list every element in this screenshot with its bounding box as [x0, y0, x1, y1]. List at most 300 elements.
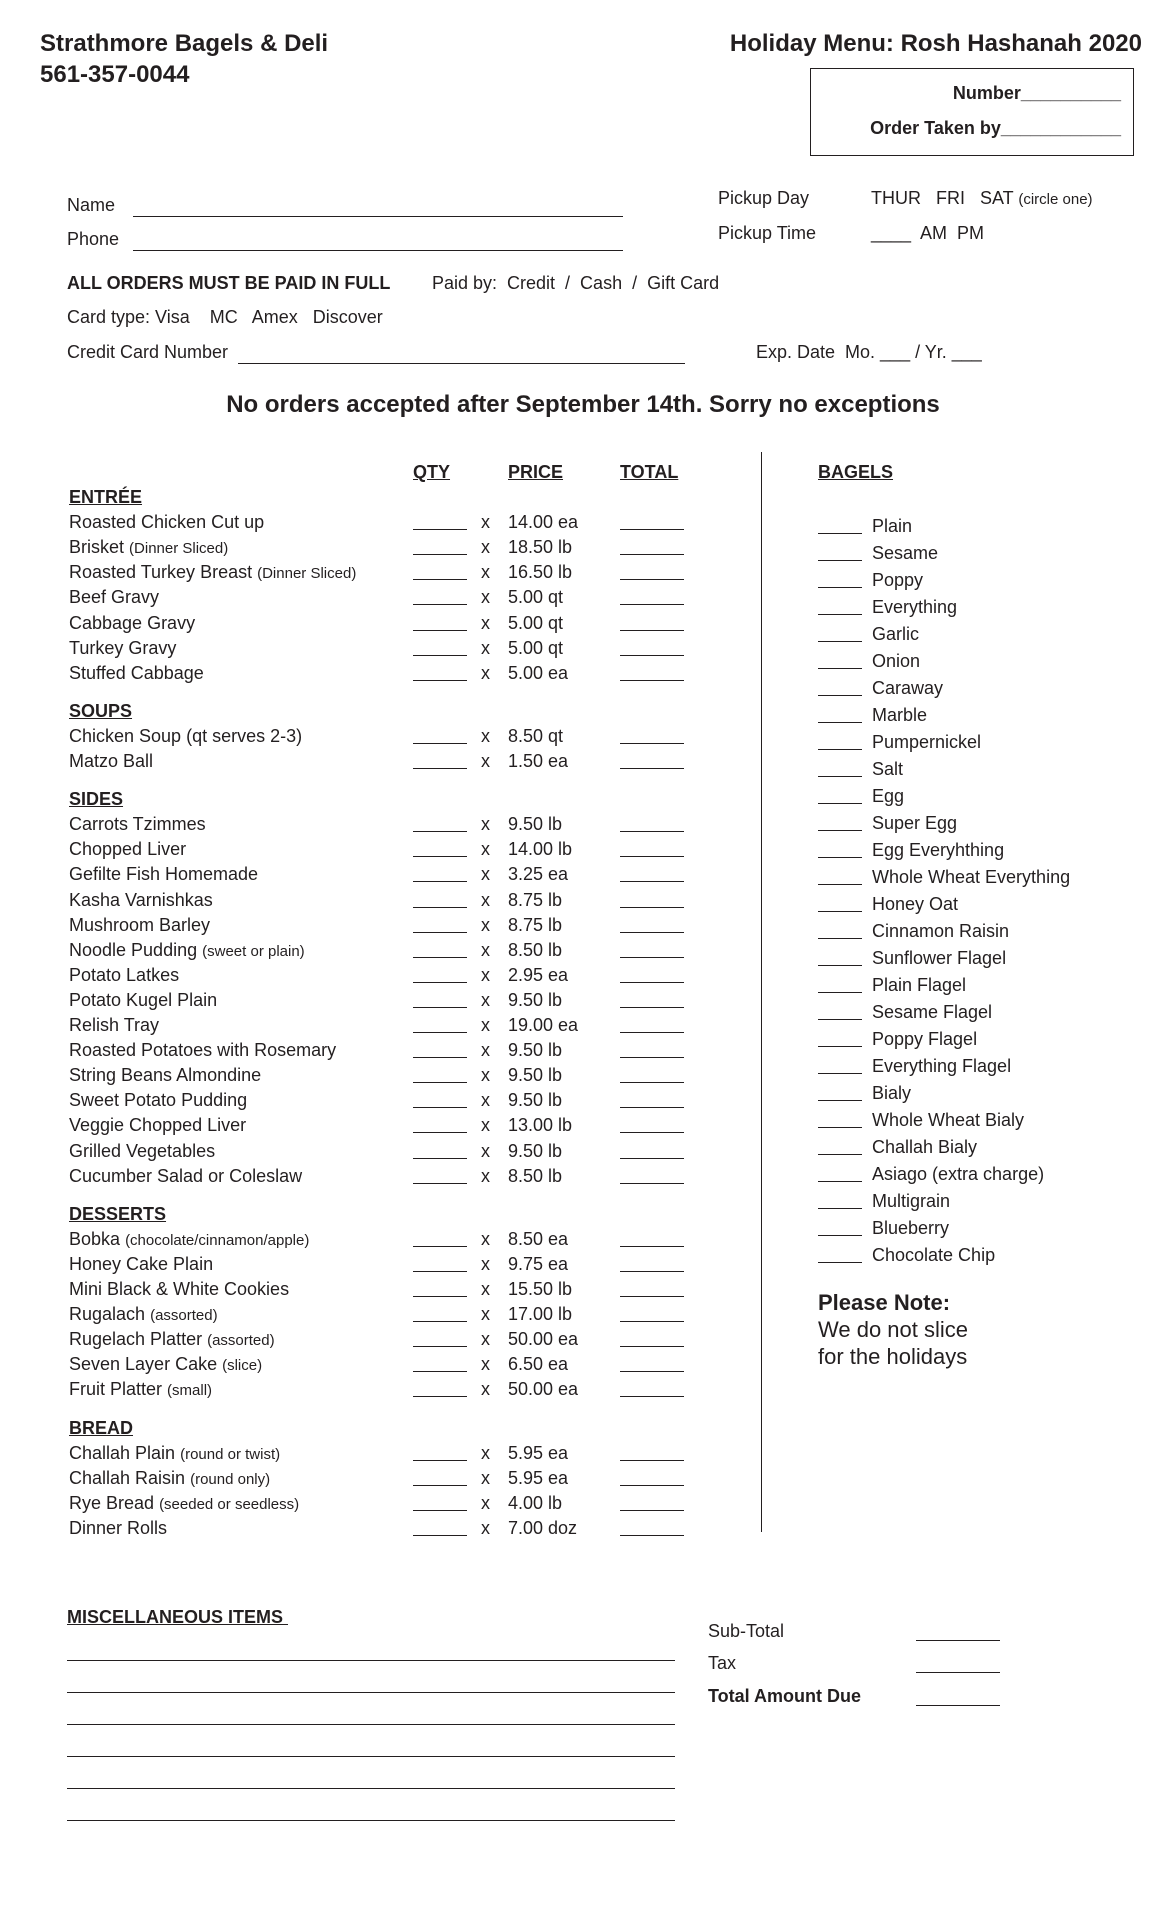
bagel-name: Asiago (extra charge): [872, 1164, 1045, 1184]
bagel-qty-field[interactable]: [818, 992, 862, 993]
times-sign: x: [481, 890, 490, 910]
item-name: [69, 965, 179, 986]
times-sign: x: [481, 613, 490, 633]
qty-field[interactable]: [413, 881, 467, 882]
total-field[interactable]: [620, 907, 684, 908]
item-name: [69, 1166, 302, 1187]
item-label: Grilled Vegetables: [69, 1141, 216, 1161]
item-label: Challah Plain: [69, 1443, 176, 1463]
bagel-qty-field[interactable]: [818, 1127, 862, 1128]
item-name: [69, 1090, 247, 1111]
bagel-item: [818, 894, 1148, 918]
bagel-name: Garlic: [872, 624, 920, 644]
times-sign: x: [481, 726, 490, 746]
menu-item-row: [0, 613, 720, 637]
qty-field[interactable]: [413, 1158, 467, 1159]
item-price: 14.00 lb: [508, 839, 573, 859]
item-label: Chicken Soup (qt serves 2-3): [69, 726, 303, 746]
times-sign: x: [481, 1379, 490, 1399]
store-phone: 561-357-0044: [40, 61, 190, 88]
times-sign: x: [481, 1329, 490, 1349]
qty-field[interactable]: [413, 604, 467, 605]
paid-in-full-notice: ALL ORDERS MUST BE PAID IN FULL: [67, 273, 391, 293]
bagel-item: [818, 732, 1148, 756]
item-label: Matzo Ball: [69, 751, 154, 771]
qty-field[interactable]: [413, 1510, 467, 1511]
item-price: 5.95 ea: [508, 1443, 569, 1463]
bagel-qty-field[interactable]: [818, 587, 862, 588]
qty-field[interactable]: [413, 932, 467, 933]
item-price: 5.00 qt: [508, 587, 564, 607]
item-price: 14.00 ea: [508, 512, 579, 532]
misc-line[interactable]: [67, 1692, 675, 1693]
menu-item-row: [0, 1065, 720, 1089]
pickup-time-label: Pickup Time: [718, 223, 817, 243]
qty-field[interactable]: [413, 1032, 467, 1033]
item-label: String Beans Almondine: [69, 1065, 262, 1085]
subtotal-field[interactable]: [916, 1640, 1000, 1641]
item-name: [69, 1468, 270, 1489]
total-field[interactable]: [620, 529, 684, 530]
item-price: 9.50 lb: [508, 1065, 563, 1085]
bagel-name: Poppy Flagel: [872, 1029, 978, 1049]
qty-field[interactable]: [413, 856, 467, 857]
item-price: 50.00 ea: [508, 1379, 579, 1399]
item-label: Cabbage Gravy: [69, 613, 196, 633]
menu-item-row: [0, 663, 720, 687]
item-label: Brisket: [69, 537, 125, 557]
item-label: Rye Bread: [69, 1493, 155, 1513]
section-title: BREAD: [69, 1417, 134, 1438]
qty-field[interactable]: [413, 579, 467, 580]
bagel-qty-field[interactable]: [818, 668, 862, 669]
bagel-name: Poppy: [872, 570, 924, 590]
item-note: (seeded or seedless): [159, 1496, 300, 1513]
bagel-name: Blueberry: [872, 1218, 950, 1238]
bagel-name: Pumpernickel: [872, 732, 982, 752]
total-field[interactable]: [620, 1485, 684, 1486]
times-sign: x: [481, 940, 490, 960]
bagel-name: Bialy: [872, 1083, 912, 1103]
qty-field[interactable]: [413, 1485, 467, 1486]
tax-field[interactable]: [916, 1672, 1000, 1673]
qty-column-header: QTY: [413, 462, 451, 482]
bagel-item: [818, 1191, 1148, 1215]
total-field[interactable]: [620, 630, 684, 631]
qty-field[interactable]: [413, 1535, 467, 1536]
qty-field[interactable]: [413, 907, 467, 908]
menu-item-row: [0, 1254, 720, 1278]
qty-field[interactable]: [413, 554, 467, 555]
card-number-field[interactable]: [238, 345, 685, 364]
item-label: Rugelach Platter: [69, 1329, 203, 1349]
menu-item-row: [0, 814, 720, 838]
bagel-qty-field[interactable]: [818, 938, 862, 939]
total-field[interactable]: [620, 604, 684, 605]
qty-field[interactable]: [413, 1132, 467, 1133]
pickup-days[interactable]: THUR FRI SAT: [871, 188, 1014, 208]
times-sign: x: [481, 965, 490, 985]
misc-line[interactable]: [67, 1724, 675, 1725]
bagel-name: Caraway: [872, 678, 944, 698]
qty-field[interactable]: [413, 1183, 467, 1184]
item-label: Seven Layer Cake: [69, 1354, 218, 1374]
total-field[interactable]: [620, 881, 684, 882]
item-note: (round only): [190, 1471, 271, 1488]
menu-item-row: [0, 751, 720, 775]
item-label: Relish Tray: [69, 1015, 160, 1035]
bagel-name: Whole Wheat Bialy: [872, 1110, 1025, 1130]
menu-item-row: [0, 1354, 720, 1378]
item-label: Kasha Varnishkas: [69, 890, 213, 910]
times-sign: x: [481, 751, 490, 771]
item-name: [69, 1329, 275, 1350]
phone-field[interactable]: [133, 232, 623, 251]
total-field[interactable]: [620, 1158, 684, 1159]
item-label: Stuffed Cabbage: [69, 663, 204, 683]
item-label: Noodle Pudding: [69, 940, 198, 960]
item-price: 8.75 lb: [508, 890, 563, 910]
qty-field[interactable]: [413, 1346, 467, 1347]
qty-field[interactable]: [413, 743, 467, 744]
times-sign: x: [481, 1115, 490, 1135]
item-label: Gefilte Fish Homemade: [69, 864, 259, 884]
bagel-qty-field[interactable]: [818, 722, 862, 723]
misc-line[interactable]: [67, 1820, 675, 1821]
menu-item-row: [0, 890, 720, 914]
times-sign: x: [481, 1090, 490, 1110]
item-name: [69, 587, 159, 608]
menu-item-row: [0, 864, 720, 888]
item-name: [69, 726, 302, 747]
bagel-qty-field[interactable]: [818, 1019, 862, 1020]
item-label: Chopped Liver: [69, 839, 187, 859]
menu-item-row: [0, 1090, 720, 1114]
item-price: 8.50 lb: [508, 1166, 563, 1186]
times-sign: x: [481, 990, 490, 1010]
item-label: Beef Gravy: [69, 587, 160, 607]
item-price: 9.50 lb: [508, 1040, 563, 1060]
total-field[interactable]: [620, 743, 684, 744]
qty-field[interactable]: [413, 529, 467, 530]
price-column-header: PRICE: [508, 462, 564, 482]
item-price: 2.95 ea: [508, 965, 569, 985]
item-price: 8.50 lb: [508, 940, 563, 960]
qty-field[interactable]: [413, 1321, 467, 1322]
bagel-item: [818, 813, 1148, 837]
bagel-qty-field[interactable]: [818, 560, 862, 561]
qty-field[interactable]: [413, 1246, 467, 1247]
qty-field[interactable]: [413, 1271, 467, 1272]
bagel-qty-field[interactable]: [818, 533, 862, 534]
total-field[interactable]: [620, 1510, 684, 1511]
total-field[interactable]: [620, 1007, 684, 1008]
total-field[interactable]: [620, 1296, 684, 1297]
bagel-item: [818, 1164, 1148, 1188]
bagel-qty-field[interactable]: [818, 749, 862, 750]
item-label: Bobka: [69, 1229, 121, 1249]
menu-item-row: [0, 1518, 720, 1542]
menu-item-row: [0, 726, 720, 750]
item-price: 16.50 lb: [508, 562, 573, 582]
total-field[interactable]: [620, 1183, 684, 1184]
menu-item-row: [0, 512, 720, 536]
item-price: 13.00 lb: [508, 1115, 573, 1135]
menu-item-row: [0, 1329, 720, 1353]
bagel-qty-field[interactable]: [818, 614, 862, 615]
bagel-name: Multigrain: [872, 1191, 951, 1211]
bagel-name: Honey Oat: [872, 894, 959, 914]
bagel-name: Egg: [872, 786, 905, 806]
item-price: 5.95 ea: [508, 1468, 569, 1488]
total-field[interactable]: [620, 1082, 684, 1083]
item-price: 7.00 doz: [508, 1518, 578, 1538]
bagel-item: [818, 975, 1148, 999]
times-sign: x: [481, 512, 490, 532]
item-name: [69, 1379, 212, 1400]
bagel-item: [818, 570, 1148, 594]
bagel-item: [818, 678, 1148, 702]
bagel-item: [818, 516, 1148, 540]
total-field[interactable]: [620, 768, 684, 769]
bagel-qty-field[interactable]: [818, 1208, 862, 1209]
misc-line[interactable]: [67, 1660, 675, 1661]
name-field[interactable]: [133, 198, 623, 217]
item-price: 8.50 ea: [508, 1229, 569, 1249]
times-sign: x: [481, 1493, 490, 1513]
total-field[interactable]: [620, 1107, 684, 1108]
item-price: 50.00 ea: [508, 1329, 579, 1349]
bagel-qty-field[interactable]: [818, 965, 862, 966]
total-field[interactable]: [620, 579, 684, 580]
total-field[interactable]: [620, 1371, 684, 1372]
paid-by-options[interactable]: Paid by: Credit / Cash / Gift Card: [432, 273, 720, 293]
deadline-notice: No orders accepted after September 14th. Sorry no exceptions: [226, 391, 940, 418]
times-sign: x: [481, 1015, 490, 1035]
bagel-item: [818, 867, 1148, 891]
total-field[interactable]: [620, 655, 684, 656]
total-field[interactable]: [620, 1460, 684, 1461]
menu-item-row: [0, 839, 720, 863]
total-field[interactable]: [620, 1246, 684, 1247]
total-field[interactable]: [620, 1396, 684, 1397]
total-field[interactable]: [620, 982, 684, 983]
item-label: Carrots Tzimmes: [69, 814, 206, 834]
item-name: [69, 562, 356, 583]
item-name: [69, 1115, 246, 1136]
total-due-field[interactable]: [916, 1705, 1000, 1706]
order-taken-by-field[interactable]: Order Taken by____________: [870, 118, 1121, 138]
menu-item-row: [0, 1229, 720, 1253]
item-note: (slice): [222, 1357, 263, 1374]
total-field[interactable]: [620, 831, 684, 832]
menu-item-row: [0, 638, 720, 662]
menu-item-row: [0, 1015, 720, 1039]
bagel-qty-field[interactable]: [818, 695, 862, 696]
total-field[interactable]: [620, 1321, 684, 1322]
item-name: [69, 915, 210, 936]
total-field[interactable]: [620, 957, 684, 958]
times-sign: x: [481, 864, 490, 884]
qty-field[interactable]: [413, 831, 467, 832]
bagel-name: Cinnamon Raisin: [872, 921, 1010, 941]
bagel-qty-field[interactable]: [818, 1181, 862, 1182]
bagel-qty-field[interactable]: [818, 911, 862, 912]
item-name: [69, 1229, 309, 1250]
total-field[interactable]: [620, 1535, 684, 1536]
total-field[interactable]: [620, 680, 684, 681]
qty-field[interactable]: [413, 1371, 467, 1372]
item-label: Roasted Potatoes with Rosemary: [69, 1040, 337, 1060]
total-field[interactable]: [620, 1132, 684, 1133]
bagel-qty-field[interactable]: [818, 1235, 862, 1236]
bagel-qty-field[interactable]: [818, 803, 862, 804]
bagel-item: [818, 1002, 1148, 1026]
bagel-item: [818, 948, 1148, 972]
times-sign: x: [481, 1468, 490, 1488]
bagel-name: Sunflower Flagel: [872, 948, 1007, 968]
times-sign: x: [481, 562, 490, 582]
qty-field[interactable]: [413, 680, 467, 681]
bagel-item: [818, 624, 1148, 648]
item-price: 9.75 ea: [508, 1254, 569, 1274]
item-note: (round or twist): [180, 1446, 281, 1463]
menu-item-row: [0, 915, 720, 939]
bagel-name: Salt: [872, 759, 904, 779]
bagel-qty-field[interactable]: [818, 857, 862, 858]
bagel-qty-field[interactable]: [818, 1262, 862, 1263]
qty-field[interactable]: [413, 630, 467, 631]
menu-item-row: [0, 1115, 720, 1139]
bagel-qty-field[interactable]: [818, 1073, 862, 1074]
item-price: 9.50 lb: [508, 990, 563, 1010]
pickup-time-options[interactable]: ____ AM PM: [871, 223, 985, 243]
card-type-options[interactable]: Card type: Visa MC Amex Discover: [67, 307, 383, 327]
item-label: Fruit Platter: [69, 1379, 163, 1399]
bagel-qty-field[interactable]: [818, 776, 862, 777]
item-label: Cucumber Salad or Coleslaw: [69, 1166, 303, 1186]
menu-item-row: [0, 1166, 720, 1190]
item-name: [69, 537, 228, 558]
item-price: 6.50 ea: [508, 1354, 569, 1374]
total-field[interactable]: [620, 856, 684, 857]
qty-field[interactable]: [413, 1082, 467, 1083]
order-number-field[interactable]: Number__________: [952, 83, 1121, 103]
bagel-qty-field[interactable]: [818, 1100, 862, 1101]
misc-line[interactable]: [67, 1788, 675, 1789]
qty-field[interactable]: [413, 768, 467, 769]
item-label: Mini Black & White Cookies: [69, 1279, 290, 1299]
circle-one-note: (circle one): [1018, 191, 1093, 208]
item-label: Veggie Chopped Liver: [69, 1115, 247, 1135]
menu-item-row: [0, 1040, 720, 1064]
qty-field[interactable]: [413, 982, 467, 983]
qty-field[interactable]: [413, 957, 467, 958]
item-name: [69, 663, 204, 684]
qty-field[interactable]: [413, 655, 467, 656]
bagel-item: [818, 1029, 1148, 1053]
bagel-name: Plain: [872, 516, 913, 536]
bagel-item: [818, 597, 1148, 621]
total-field[interactable]: [620, 1346, 684, 1347]
item-name: [69, 1040, 336, 1061]
item-name: [69, 890, 213, 911]
bagel-item: [818, 1245, 1148, 1269]
pickup-day-options[interactable]: [871, 188, 1093, 209]
qty-field[interactable]: [413, 1296, 467, 1297]
qty-field[interactable]: [413, 1460, 467, 1461]
office-use-box: [810, 68, 1134, 156]
item-name: [69, 1279, 289, 1300]
item-label: Potato Kugel Plain: [69, 990, 218, 1010]
please-note-line-1: We do not slice: [818, 1317, 969, 1342]
item-name: [69, 1443, 280, 1464]
item-price: 18.50 lb: [508, 537, 573, 557]
qty-field[interactable]: [413, 1057, 467, 1058]
menu-item-row: [0, 1279, 720, 1303]
menu-item-row: [0, 537, 720, 561]
bagel-name: Marble: [872, 705, 928, 725]
item-label: Turkey Gravy: [69, 638, 177, 658]
section-title: SOUPS: [69, 700, 133, 721]
bagel-qty-field[interactable]: [818, 641, 862, 642]
times-sign: x: [481, 1229, 490, 1249]
bagel-qty-field[interactable]: [818, 1046, 862, 1047]
item-label: Mushroom Barley: [69, 915, 211, 935]
item-label: Potato Latkes: [69, 965, 180, 985]
total-field[interactable]: [620, 1271, 684, 1272]
qty-field[interactable]: [413, 1396, 467, 1397]
misc-items-title: MISCELLANEOUS ITEMS: [67, 1607, 289, 1627]
times-sign: x: [481, 587, 490, 607]
bagel-qty-field[interactable]: [818, 884, 862, 885]
bagel-name: Egg Everyhthing: [872, 840, 1005, 860]
menu-item-row: [0, 1141, 720, 1165]
section-title: ENTRÉE: [69, 487, 143, 507]
menu-item-row: [0, 1493, 720, 1517]
bagel-item: [818, 840, 1148, 864]
times-sign: x: [481, 1040, 490, 1060]
times-sign: x: [481, 1254, 490, 1274]
tax-label: Tax: [708, 1653, 737, 1673]
total-field[interactable]: [620, 1057, 684, 1058]
bagel-qty-field[interactable]: [818, 830, 862, 831]
qty-field[interactable]: [413, 1007, 467, 1008]
total-due-label: Total Amount Due: [708, 1686, 861, 1706]
total-field[interactable]: [620, 1032, 684, 1033]
menu-item-row: [0, 1468, 720, 1492]
total-field[interactable]: [620, 932, 684, 933]
misc-line[interactable]: [67, 1756, 675, 1757]
bagel-item: [818, 1056, 1148, 1080]
total-field[interactable]: [620, 554, 684, 555]
bagel-qty-field[interactable]: [818, 1154, 862, 1155]
total-column-header: TOTAL: [620, 462, 679, 482]
qty-field[interactable]: [413, 1107, 467, 1108]
item-price: 8.50 qt: [508, 726, 564, 746]
item-name: [69, 638, 176, 659]
item-label: Sweet Potato Pudding: [69, 1090, 248, 1110]
item-note: (assorted): [150, 1307, 218, 1324]
item-name: [69, 512, 264, 533]
item-price: 5.00 qt: [508, 613, 564, 633]
bagel-item: [818, 786, 1148, 810]
item-name: [69, 1015, 159, 1036]
item-label: Challah Raisin: [69, 1468, 186, 1488]
menu-item-row: [0, 1443, 720, 1467]
exp-date-field[interactable]: Exp. Date Mo. ___ / Yr. ___: [756, 342, 982, 362]
item-price: 15.50 lb: [508, 1279, 573, 1299]
